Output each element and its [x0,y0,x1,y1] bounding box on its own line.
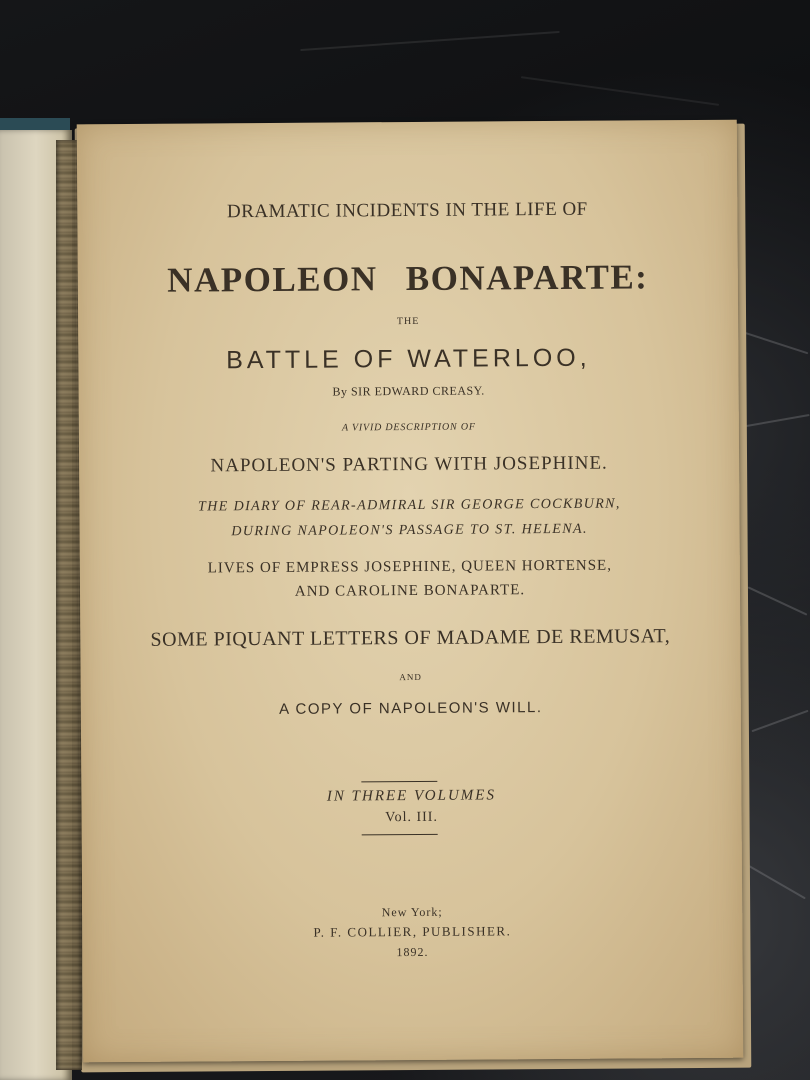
volumes-line: IN THREE VOLUMES [326,787,497,805]
publication-year: 1892. [396,944,429,960]
lives-line-2: AND CAROLINE BONAPARTE. [294,582,526,600]
lives-line-1: LIVES OF EMPRESS JOSEPHINE, QUEEN HORTENSE, [207,557,612,577]
will-line: A COPY OF NAPOLEON'S WILL. [279,699,543,718]
title-intro: DRAMATIC INCIDENTS IN THE LIFE OF [226,198,588,223]
marble-vein [521,76,719,106]
divider-rule [362,834,438,836]
letters-line: SOME PIQUANT LETTERS OF MADAME DE REMUSAT, [150,625,671,651]
marble-vein [744,863,806,900]
publisher-name: P. F. COLLIER, PUBLISHER. [313,923,512,940]
volume-number: Vol. III. [385,809,438,826]
diary-line-2: DURING NAPOLEON'S PASSAGE TO ST. HELENA. [231,521,588,540]
vivid-description: A VIVID DESCRIPTION OF [341,421,476,434]
parting-josephine: NAPOLEON'S PARTING WITH JOSEPHINE. [210,452,608,477]
diary-line-1: THE DIARY OF REAR-ADMIRAL SIR GEORGE COCKBURN, [197,496,621,515]
author-line: By SIR EDWARD CREASY. [332,383,485,399]
publisher-city: New York; [381,904,443,920]
marble-vein [751,710,808,732]
and-line: AND [399,671,422,683]
marble-vein [748,586,808,615]
marble-vein [300,31,560,51]
divider-rule [361,781,437,783]
main-title: NAPOLEON BONAPARTE: [167,257,649,300]
marble-vein [740,414,809,428]
title-the: THE [396,315,420,328]
subtitle-waterloo: BATTLE OF WATERLOO, [226,343,591,375]
title-page [77,120,744,1063]
